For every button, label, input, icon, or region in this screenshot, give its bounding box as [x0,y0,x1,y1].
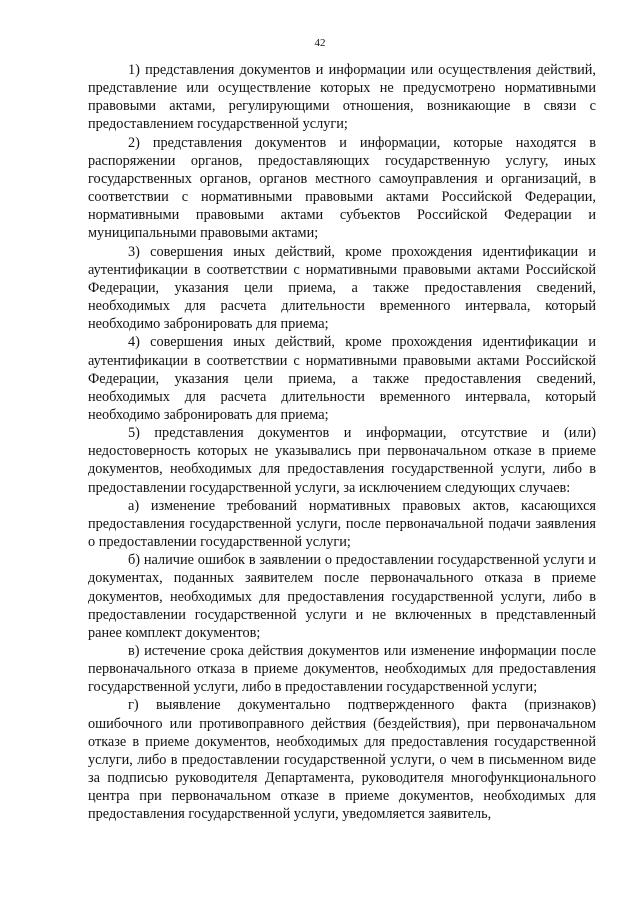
paragraph-3: 3) совершения иных действий, кроме прохождения идентификации и аутентификации в соответствии с нормативными правовыми актами Российской Федерации, указания цели приема, а также предоставления сведений, необходимых для расчета длительности временного интервала, который необходимо забронировать для приема; [88,243,596,333]
paragraph-2: 2) представления документов и информации, которые находятся в распоряжении органов, предоставляющих государственную услугу, иных государственных органов, органов местного самоуправления и организаций, в соответствии с нормативными правовыми актами Российской Федерации, нормативными правовыми актами субъектов Российской Федерации и муниципальными правовыми актами; [88,134,596,242]
paragraph-v: в) истечение срока действия документов или изменение информации после первоначального отказа в приеме документов, необходимых для предоставления государственной услуги, либо в предоставлении государственной услуги; [88,643,596,696]
paragraph-b: б) наличие ошибок в заявлении о предоставлении государственной услуги и документах, поданных заявителем после первоначального отказа в приеме документов, необходимых для предоставления государственной услуги, либо в предоставлении государственной услуги и не включенных в представленный ранее комплект документов; [88,552,596,641]
paragraph-g: г) выявление документально подтвержденного факта (признаков) ошибочного или противоправного действия (бездействия), при первоначальном отказе в приеме документов, необходимых для предоставления государственной услуги, либо в предоставлении государственной услуги, о чем в письменном виде за подписью руководителя Департамента, руководителя многофункционального центра при первоначальном отказе в приеме документов, необходимых для предоставления государственной услуги, уведомляется заявитель, [88,697,596,823]
paragraph-4: 4) совершения иных действий, кроме прохождения идентификации и аутентификации в соответствии с нормативными правовыми актами Российской Федерации, указания цели приема, а также предоставления сведений, необходимых для расчета длительности временного интервала, который необходимо забронировать для приема; [88,334,596,423]
page-number: 42 [314,37,326,49]
paragraph-a: а) изменение требований нормативных правовых актов, касающихся предоставления государственной услуги, после первоначальной подачи заявления о предоставлении государственной услуги; [88,497,596,551]
body-text [88,61,596,824]
paragraph-1: 1) представления документов и информации или осуществления действий, представление или осуществление которых не предусмотрено нормативными правовыми актами, регулирующими отношения, возникающие в связи с предоставлением государственной услуги; [88,62,596,133]
paragraph-5: 5) представления документов и информации, отсутствие и (или) недостоверность которых не указывались при первоначальном отказе в приеме документов, необходимых для предоставления государственной услуги, либо в предоставлении государственной услуги, за исключением следующих случаев: [88,425,596,496]
